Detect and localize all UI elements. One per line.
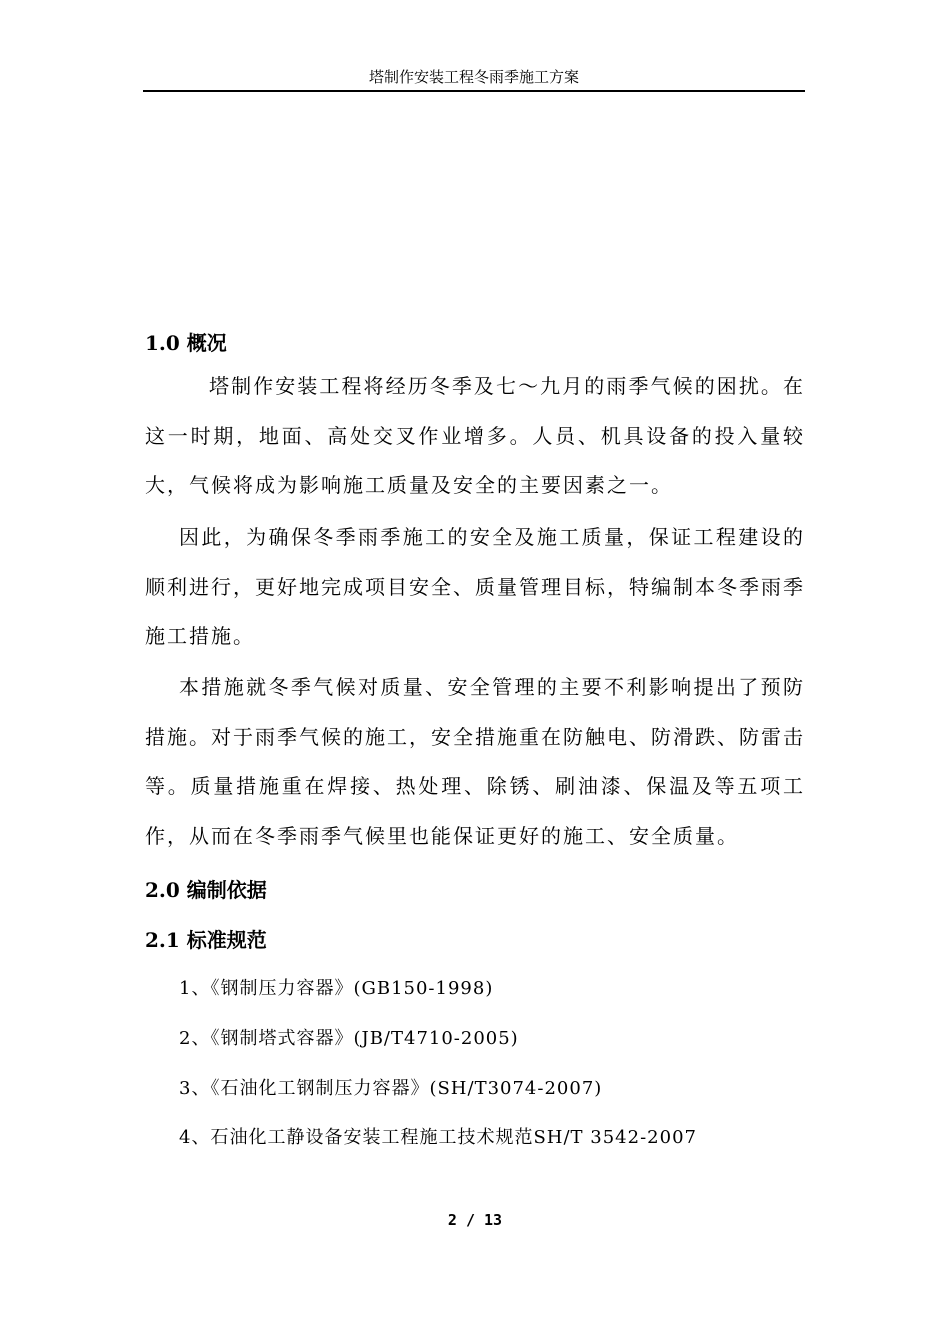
page-number: 2 / 13 [447, 1211, 503, 1229]
reference-item: 2、《钢制塔式容器》(JB/T4710-2005) [179, 1028, 519, 1049]
paragraph-overview-2: 因此，为确保冬季雨季施工的安全及施工质量，保证工程建设的顺利进行，更好地完成项目安全、质量管理目标，特编制本冬季雨季施工措施。 [145, 525, 805, 648]
reference-item: 1、《钢制压力容器》(GB150-1998) [179, 978, 494, 999]
running-header: 塔制作安装工程冬雨季施工方案 [143, 68, 805, 92]
paragraph-overview-1: 塔制作安装工程将经历冬季及七～九月的雨季气候的困扰。在这一时期，地面、高处交叉作业增多。人员、机具设备的投入量较大，气候将成为影响施工质量及安全的主要因素之一。 [145, 374, 805, 497]
paragraph-overview-3: 本措施就冬季气候对质量、安全管理的主要不利影响提出了预防措施。对于雨季气候的施工，安全措施重在防触电、防滑跌、防雷击等。质量措施重在焊接、热处理、除锈、刷油漆、保温及等五项工作，从而在冬季雨季气候里也能保证更好的施工、安全质量。 [145, 675, 805, 848]
section-heading-standards: 2.1 标准规范 [145, 928, 267, 952]
section-heading-basis: 2.0 编制依据 [145, 878, 267, 902]
reference-item: 4、石油化工静设备安装工程施工技术规范SH/T 3542-2007 [179, 1127, 697, 1148]
reference-item: 3、《石油化工钢制压力容器》(SH/T3074-2007) [179, 1078, 603, 1099]
section-heading-overview: 1.0 概况 [145, 331, 227, 355]
